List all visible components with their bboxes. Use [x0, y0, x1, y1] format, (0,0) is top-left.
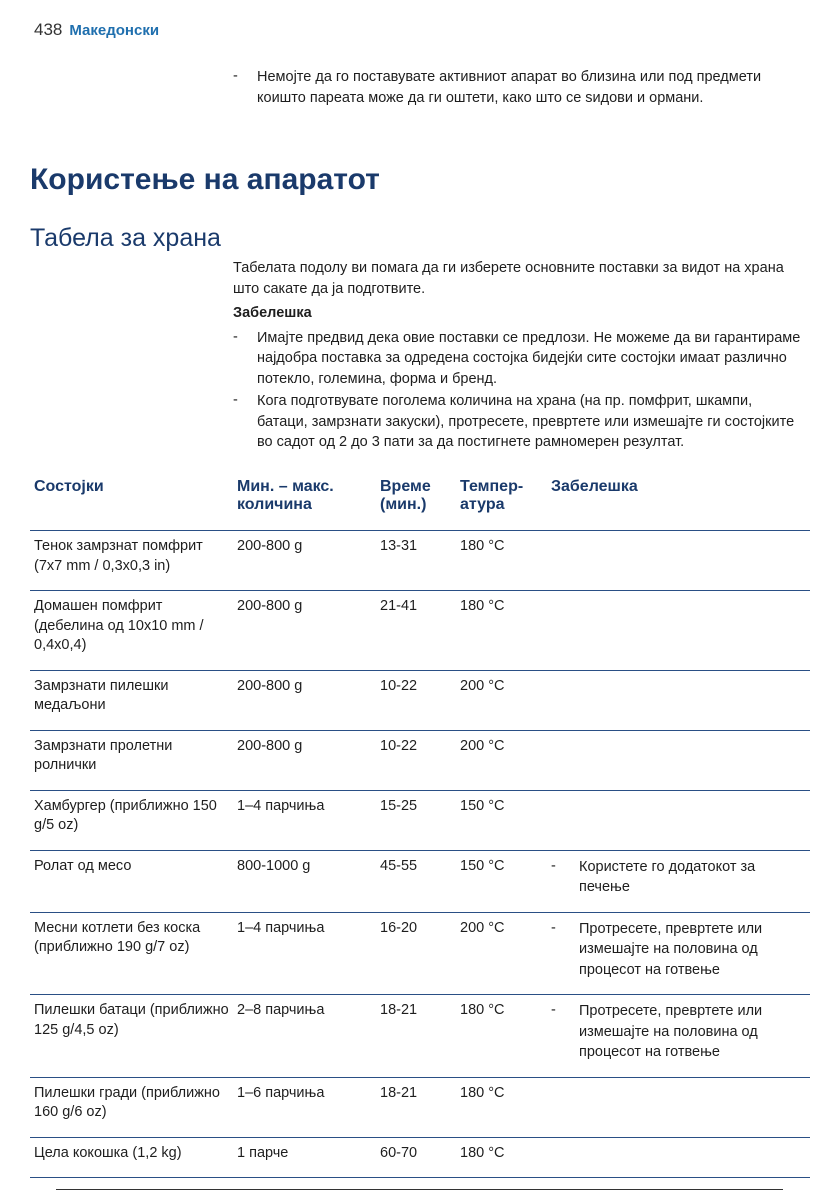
- cell-ingredient: Пилешки гради (приближно 160 g/6 oz): [30, 1077, 233, 1137]
- page-number: 438: [34, 20, 63, 39]
- cell-note: [547, 790, 810, 850]
- header-time: Време (мин.): [376, 476, 456, 531]
- cell-quantity: 1–4 парчиња: [233, 912, 376, 995]
- intro-bullet-text: Немојте да го поставувате активниот апарат во близина или под предмети коишто пареата може да ги оштети, како што се ѕидови и ормани.: [257, 69, 762, 106]
- cell-ingredient: Замрзнати пролетни ролнички: [30, 730, 233, 790]
- cell-ingredient: Цела кокошка (1,2 kg): [30, 1137, 233, 1178]
- cell-ingredient: Тенок замрзнат помфрит (7x7 mm / 0,3x0,3 in): [30, 531, 233, 591]
- cell-time: 16-20: [376, 912, 456, 995]
- note-bullet: [551, 1001, 806, 1063]
- bullet-dash: -: [551, 857, 556, 874]
- cell-note: [547, 591, 810, 671]
- note-text: Кога подготвувате поголема количина на храна (на пр. помфрит, шкампи, батаци, замрзнати закуски), протресете, превртете или измешајте ги состојките во садот од 2 до 3 пати за да постигнете рамномерен резултат.: [257, 393, 795, 450]
- cell-time: 10-22: [376, 730, 456, 790]
- section-title: Користење на апаратот: [30, 163, 380, 196]
- cell-time: 18-21: [376, 1077, 456, 1137]
- cell-note: [547, 850, 810, 912]
- cell-ingredient: Пилешки батаци (приближно 125 g/4,5 oz): [30, 995, 233, 1078]
- header-ingredients: Состојки: [30, 476, 233, 531]
- cell-quantity: 1–6 парчиња: [233, 1077, 376, 1137]
- cell-quantity: 200-800 g: [233, 670, 376, 730]
- cell-ingredient: Замрзнати пилешки медаљони: [30, 670, 233, 730]
- table-row: [30, 995, 810, 1078]
- bullet-dash: -: [551, 919, 556, 936]
- table-row: [30, 531, 810, 591]
- note-item: [233, 391, 805, 453]
- cell-temperature: 200 °C: [456, 730, 547, 790]
- note-text: Имајте предвид дека овие поставки се предлози. Не можеме да ви гарантираме најдобра поставка за одредена состојка бидејќи сите состојки имаат различно потекло, големина, форма и бренд.: [257, 329, 801, 387]
- page-header: [34, 20, 159, 40]
- cell-ingredient: Ролат од месо: [30, 850, 233, 912]
- cell-note: [547, 1137, 810, 1178]
- cell-quantity: 200-800 g: [233, 591, 376, 671]
- cell-time: 18-21: [376, 995, 456, 1078]
- note-bullet: [551, 857, 806, 898]
- note-text: Користете го додатокот за печење: [579, 858, 756, 895]
- table-header-row: [30, 476, 810, 531]
- bullet-dash: -: [233, 68, 238, 84]
- footer-divider: [56, 1189, 783, 1190]
- intro-text: Табелата подолу ви помага да ги изберете основните поставки за видот на храна што сакате да ја подготвите.: [233, 260, 784, 297]
- cell-ingredient: Домашен помфрит (дебелина од 10x10 mm / 0,4x0,4): [30, 591, 233, 671]
- header-quantity: Мин. – макс. количина: [233, 476, 376, 531]
- table-row: [30, 1137, 810, 1178]
- cell-temperature: 180 °C: [456, 995, 547, 1078]
- note-bullet: [551, 919, 806, 981]
- cell-note: [547, 531, 810, 591]
- intro-block: [233, 258, 805, 455]
- cell-time: 15-25: [376, 790, 456, 850]
- cell-ingredient: Месни котлети без коска (приближно 190 g/7 oz): [30, 912, 233, 995]
- cell-time: 21-41: [376, 591, 456, 671]
- note-text: Протресете, превртете или измешајте на половина од процесот на готвење: [579, 920, 763, 978]
- cell-time: 45-55: [376, 850, 456, 912]
- subsection-title: Табела за храна: [30, 224, 221, 252]
- cell-quantity: 1–4 парчиња: [233, 790, 376, 850]
- table-row: [30, 591, 810, 671]
- cell-quantity: 2–8 парчиња: [233, 995, 376, 1078]
- cell-quantity: 1 парче: [233, 1137, 376, 1178]
- bullet-dash: -: [233, 328, 238, 345]
- cell-note: [547, 995, 810, 1078]
- table-row: [30, 730, 810, 790]
- cell-quantity: 200-800 g: [233, 531, 376, 591]
- note-text: Протресете, превртете или измешајте на половина од процесот на готвење: [579, 1003, 763, 1060]
- language-label: Македонски: [69, 22, 160, 39]
- cell-temperature: 150 °C: [456, 850, 547, 912]
- cell-ingredient: Хамбургер (приближно 150 g/5 oz): [30, 790, 233, 850]
- cell-time: 13-31: [376, 531, 456, 591]
- cell-temperature: 180 °C: [456, 1137, 547, 1178]
- cell-time: 60-70: [376, 1137, 456, 1178]
- cell-temperature: 180 °C: [456, 591, 547, 671]
- cell-time: 10-22: [376, 670, 456, 730]
- note-title: Забелешка: [233, 305, 312, 321]
- header-temperature: Темпер- атура: [456, 476, 547, 531]
- cell-note: [547, 1077, 810, 1137]
- cell-temperature: 180 °C: [456, 1077, 547, 1137]
- table-row: [30, 670, 810, 730]
- note-item: [233, 328, 805, 390]
- intro-bullet: [233, 67, 797, 108]
- food-table: [30, 476, 810, 1178]
- table-row: [30, 850, 810, 912]
- cell-quantity: 800-1000 g: [233, 850, 376, 912]
- cell-note: [547, 912, 810, 995]
- table-row: [30, 1077, 810, 1137]
- bullet-dash: -: [233, 392, 238, 408]
- header-note: Забелешка: [547, 476, 810, 531]
- cell-temperature: 150 °C: [456, 790, 547, 850]
- cell-temperature: 180 °C: [456, 531, 547, 591]
- cell-note: [547, 670, 810, 730]
- cell-note: [547, 730, 810, 790]
- cell-temperature: 200 °C: [456, 912, 547, 995]
- cell-quantity: 200-800 g: [233, 730, 376, 790]
- table-row: [30, 912, 810, 995]
- cell-temperature: 200 °C: [456, 670, 547, 730]
- table-row: [30, 790, 810, 850]
- bullet-dash: -: [551, 1002, 556, 1018]
